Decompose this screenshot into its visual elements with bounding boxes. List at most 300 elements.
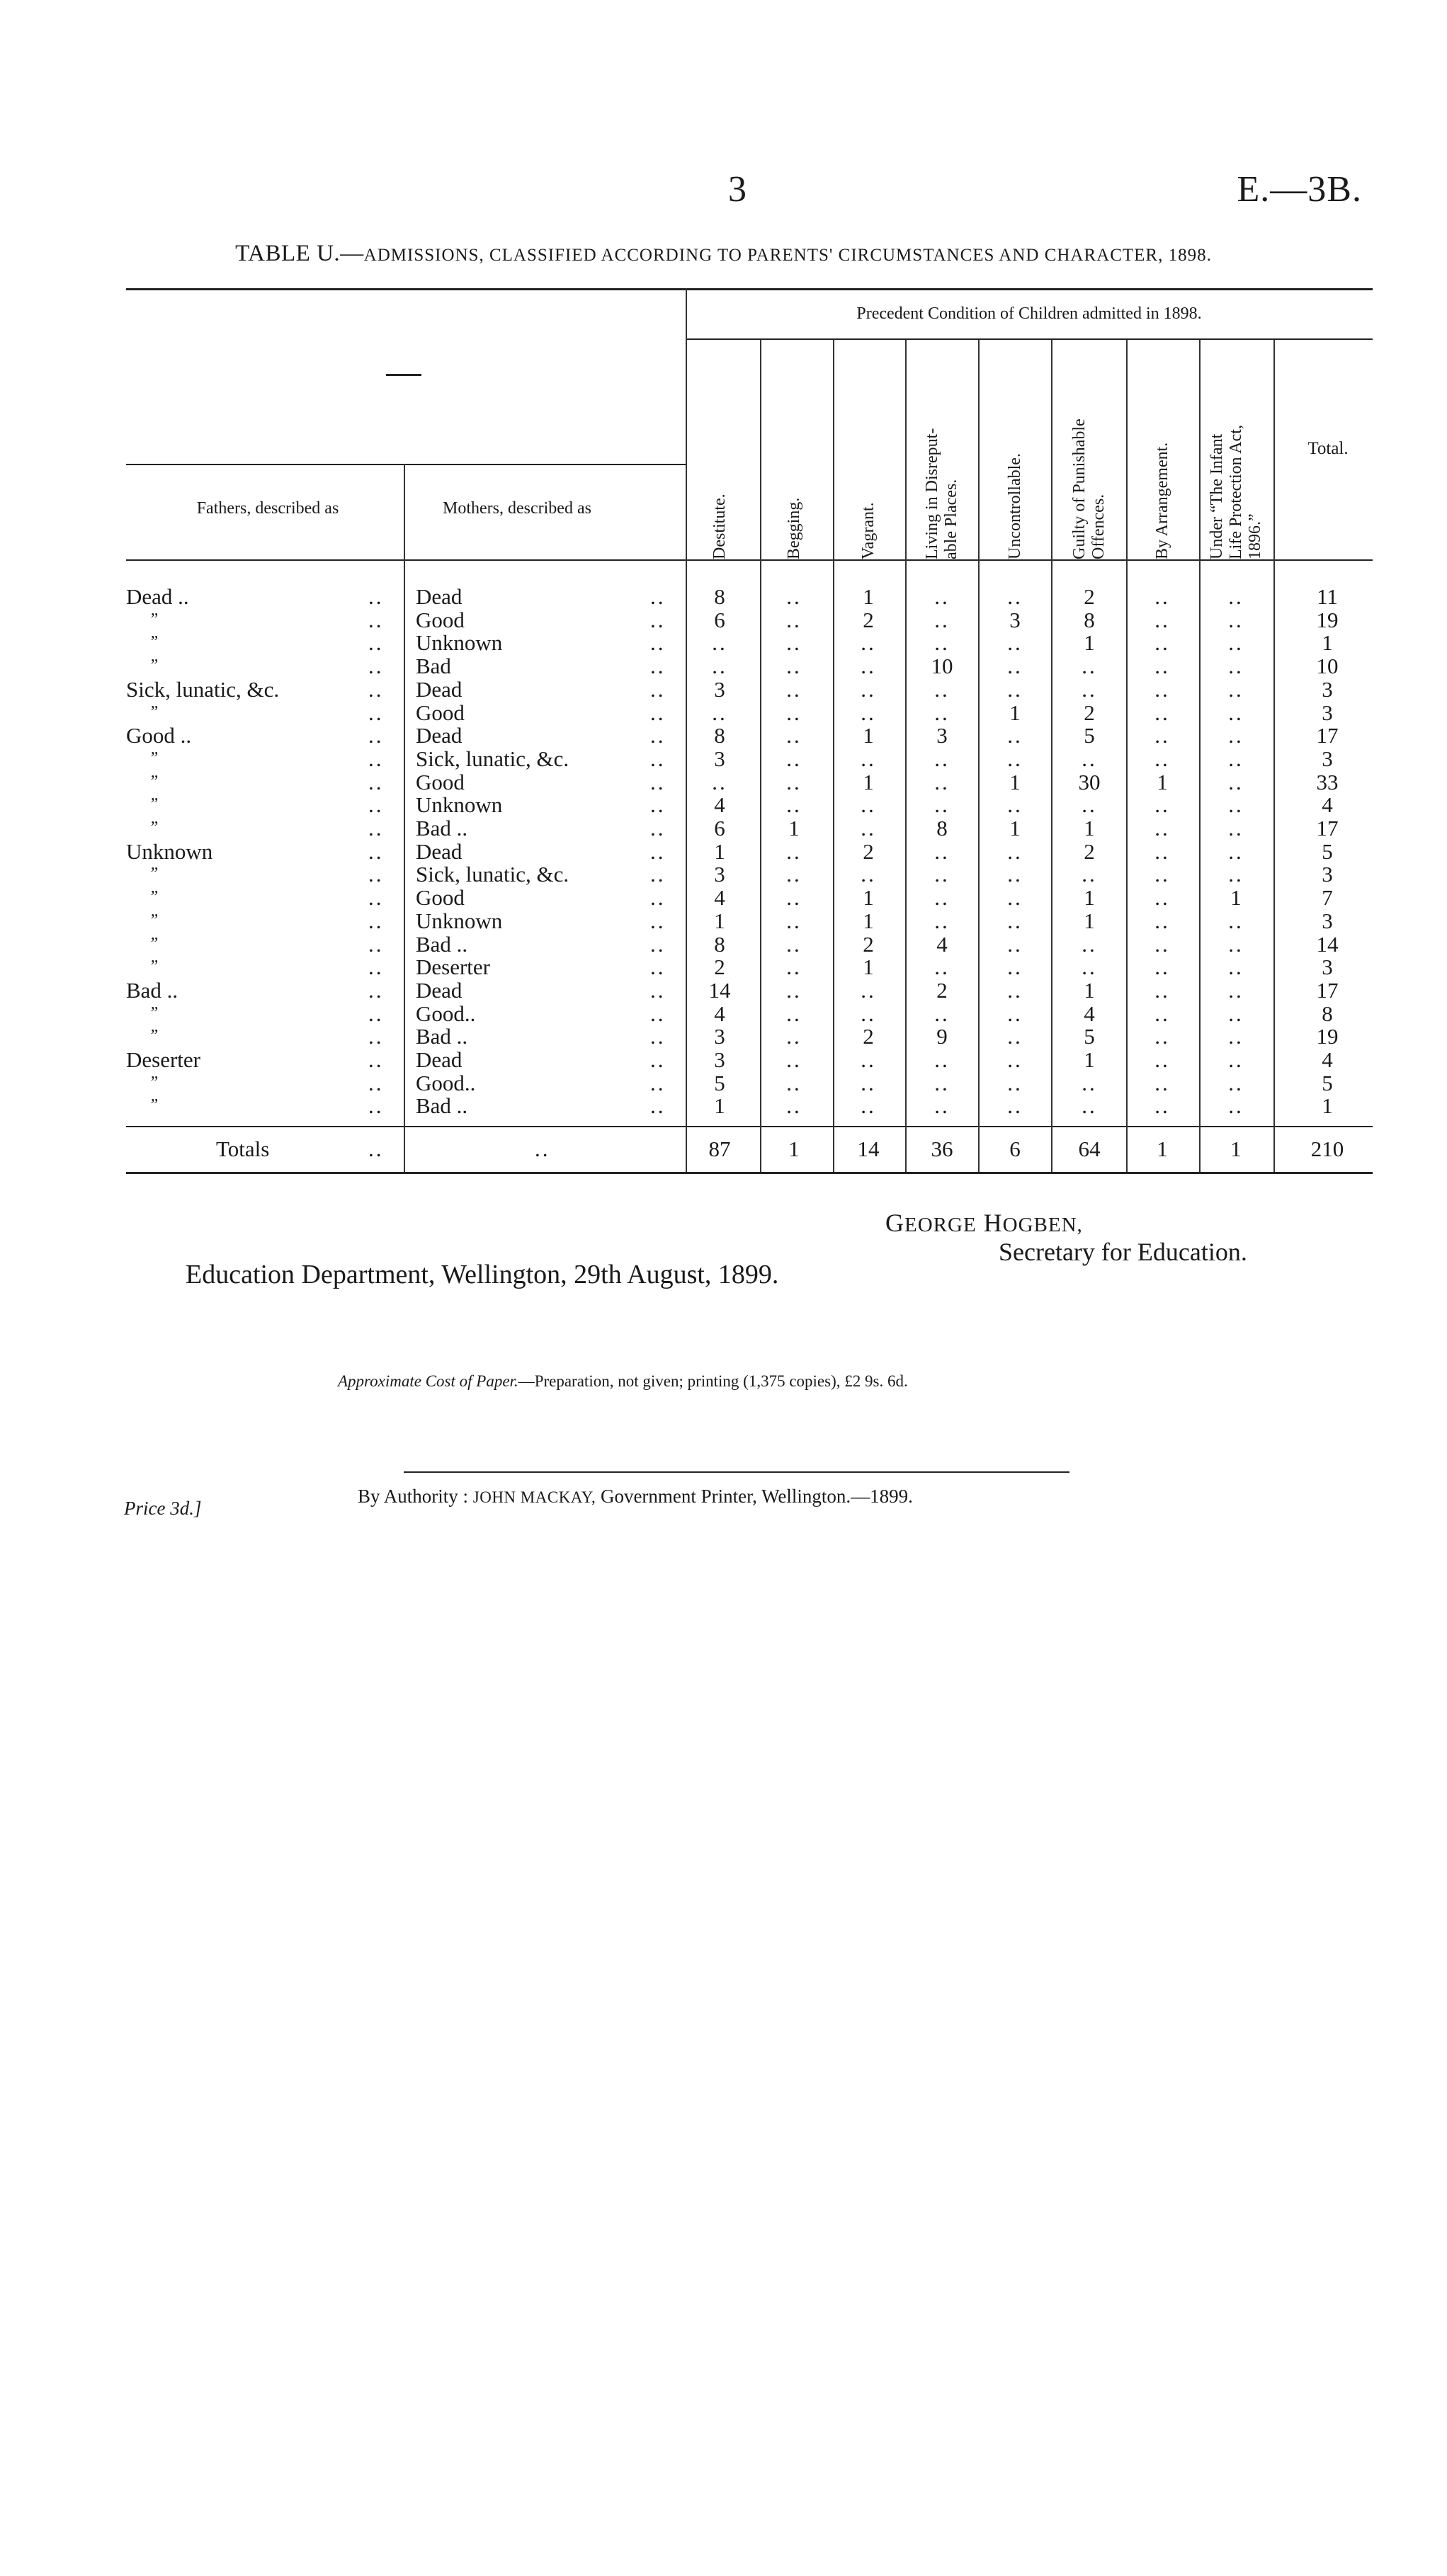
- data-cell: 1: [714, 1093, 725, 1119]
- data-cell: ..: [1154, 723, 1170, 748]
- table-row: [0, 1071, 1447, 1095]
- data-cell: ..: [934, 769, 950, 794]
- totals-row: [0, 1135, 1447, 1163]
- column-header-line: Offences.: [1089, 494, 1108, 559]
- data-cell: ..: [1082, 1093, 1097, 1119]
- data-cell: 1: [1084, 816, 1095, 840]
- data-cell: ..: [712, 700, 727, 725]
- mother-description: Bad ..: [416, 931, 468, 957]
- mother-leader-dots: ..: [650, 954, 666, 980]
- data-cell: ..: [786, 1001, 802, 1026]
- column-header: [1006, 354, 1025, 559]
- data-cell: 4: [936, 931, 948, 957]
- mother-description: Sick, lunatic, &c.: [416, 746, 569, 771]
- data-cell: 6: [714, 816, 725, 840]
- precedent-condition-header: Precedent Condition of Children admitted in 1898.: [856, 304, 1202, 323]
- row-total: 5: [1322, 838, 1333, 864]
- row-total: 1: [1322, 630, 1333, 656]
- data-cell: 3: [714, 862, 725, 887]
- data-cell: ..: [712, 769, 727, 794]
- data-cell: 1: [714, 838, 725, 864]
- data-cell: 1: [863, 908, 874, 933]
- mother-leader-dots: ..: [650, 607, 666, 632]
- table-row: [0, 1025, 1447, 1048]
- mothers-column-header: Mothers, described as: [443, 499, 591, 518]
- data-cell: ..: [1007, 838, 1023, 864]
- data-cell: ..: [786, 862, 802, 887]
- column-total: 1: [1230, 1136, 1242, 1161]
- data-cell: 30: [1078, 769, 1101, 794]
- data-cell: ..: [786, 654, 802, 679]
- table-row: [0, 678, 1447, 701]
- data-cell: 8: [936, 816, 948, 840]
- column-header-line: Under “The Infant: [1207, 433, 1226, 559]
- data-cell: ..: [1007, 931, 1023, 957]
- table-row: [0, 886, 1447, 909]
- data-cell: ..: [861, 792, 876, 818]
- data-cell: ..: [1082, 654, 1097, 679]
- mother-description: Good: [416, 607, 465, 632]
- column-header: [1208, 354, 1265, 559]
- row-total: 3: [1322, 954, 1333, 980]
- table-row: [0, 631, 1447, 654]
- father-description: ”: [149, 1096, 159, 1115]
- data-cell: 1: [1230, 885, 1242, 911]
- table-row: [0, 862, 1447, 886]
- mother-description: Sick, lunatic, &c.: [416, 862, 569, 887]
- mother-leader-dots: ..: [650, 584, 666, 609]
- data-cell: ..: [1082, 676, 1097, 702]
- column-header-line: Uncontrollable.: [1005, 453, 1024, 559]
- data-cell: 3: [714, 1047, 725, 1072]
- column-header: [1153, 354, 1172, 559]
- data-cell: 2: [863, 838, 874, 864]
- row-total: 4: [1322, 792, 1333, 818]
- data-cell: ..: [786, 723, 802, 748]
- data-cell: ..: [1007, 792, 1023, 818]
- data-cell: ..: [786, 700, 802, 725]
- price: Price 3d.]: [124, 1498, 202, 1519]
- data-cell: ..: [1154, 977, 1170, 1003]
- mother-leader-dots: ..: [650, 838, 666, 864]
- precedent-rule: [686, 338, 1373, 340]
- data-cell: 2: [863, 931, 874, 957]
- mother-description: Unknown: [416, 908, 503, 933]
- column-header: [859, 354, 878, 559]
- column-total: 36: [931, 1136, 953, 1161]
- totals-mother-dots: ..: [535, 1136, 550, 1161]
- data-cell: ..: [1007, 746, 1023, 771]
- data-cell: 5: [1084, 1024, 1095, 1049]
- data-cell: ..: [1007, 630, 1023, 656]
- data-cell: ..: [934, 746, 950, 771]
- data-cell: ..: [1154, 700, 1170, 725]
- data-cell: ..: [1007, 584, 1023, 609]
- mother-description: Dead: [416, 584, 463, 609]
- data-cell: 4: [714, 885, 725, 911]
- mother-description: Bad ..: [416, 1024, 468, 1049]
- data-cell: 10: [931, 654, 953, 679]
- mother-leader-dots: ..: [650, 1024, 666, 1049]
- data-cell: ..: [712, 630, 727, 656]
- mother-leader-dots: ..: [650, 1047, 666, 1072]
- document-reference: E.—3B.: [1237, 169, 1362, 210]
- data-cell: ..: [861, 746, 876, 771]
- data-cell: ..: [712, 654, 727, 679]
- data-cell: 1: [1009, 769, 1021, 794]
- mother-leader-dots: ..: [650, 816, 666, 840]
- mother-description: Unknown: [416, 792, 503, 818]
- parent-header-rule: [126, 464, 686, 465]
- father-leader-dots: ..: [368, 1024, 384, 1049]
- father-description: Dead ..: [126, 584, 189, 609]
- column-header-line: Destitute.: [710, 494, 729, 559]
- data-cell: ..: [1228, 954, 1244, 980]
- data-cell: ..: [1007, 908, 1023, 933]
- data-cell: ..: [861, 654, 876, 679]
- data-cell: ..: [934, 908, 950, 933]
- father-leader-dots: ..: [368, 954, 384, 980]
- father-leader-dots: ..: [368, 1047, 384, 1072]
- table-row: [0, 608, 1447, 632]
- row-total: 4: [1322, 1047, 1333, 1072]
- table-row: [0, 979, 1447, 1002]
- page-number: 3: [728, 169, 747, 210]
- row-total: 3: [1322, 700, 1333, 725]
- father-description: ”: [149, 610, 159, 629]
- column-header: [710, 354, 730, 559]
- father-description: ”: [149, 1073, 159, 1092]
- data-cell: ..: [1007, 1070, 1023, 1095]
- data-cell: ..: [1228, 1070, 1244, 1095]
- father-description: ”: [149, 1027, 159, 1046]
- data-cell: ..: [786, 885, 802, 911]
- data-cell: ..: [934, 630, 950, 656]
- data-cell: 1: [1084, 885, 1095, 911]
- father-leader-dots: ..: [368, 792, 384, 818]
- data-cell: ..: [1082, 862, 1097, 887]
- mother-leader-dots: ..: [650, 977, 666, 1003]
- mother-leader-dots: ..: [650, 792, 666, 818]
- data-cell: ..: [1082, 1070, 1097, 1095]
- authority-line: [358, 1486, 913, 1508]
- father-description: Sick, lunatic, &c.: [126, 676, 280, 702]
- data-cell: 3: [714, 676, 725, 702]
- data-cell: ..: [1082, 792, 1097, 818]
- table-row: [0, 770, 1447, 794]
- mother-description: Good..: [416, 1001, 476, 1026]
- table-row: [0, 955, 1447, 979]
- data-cell: ..: [786, 607, 802, 632]
- father-leader-dots: ..: [368, 769, 384, 794]
- father-leader-dots: ..: [368, 1001, 384, 1026]
- column-header: [1070, 354, 1108, 559]
- data-cell: ..: [786, 908, 802, 933]
- father-description: ”: [149, 795, 159, 814]
- data-cell: ..: [1154, 1093, 1170, 1119]
- column-total: 64: [1078, 1136, 1101, 1161]
- father-description: Deserter: [126, 1047, 200, 1072]
- mother-leader-dots: ..: [650, 862, 666, 887]
- data-cell: ..: [1228, 1024, 1244, 1049]
- data-cell: ..: [1228, 630, 1244, 656]
- column-header: [923, 354, 961, 559]
- data-cell: ..: [1154, 630, 1170, 656]
- column-header-line: Vagrant.: [858, 502, 878, 559]
- father-leader-dots: ..: [368, 885, 384, 911]
- data-cell: ..: [1154, 654, 1170, 679]
- data-cell: ..: [786, 931, 802, 957]
- mother-description: Dead: [416, 838, 463, 864]
- totals-dots: ..: [368, 1136, 384, 1161]
- data-cell: ..: [1154, 862, 1170, 887]
- table-title-prefix: TABLE U.—: [235, 241, 364, 266]
- mother-description: Dead: [416, 1047, 463, 1072]
- mother-leader-dots: ..: [650, 908, 666, 933]
- table-bottom-rule: [126, 1172, 1373, 1174]
- data-cell: 5: [714, 1070, 725, 1095]
- father-leader-dots: ..: [368, 746, 384, 771]
- mother-leader-dots: ..: [650, 769, 666, 794]
- row-total: 8: [1322, 1001, 1333, 1026]
- data-cell: 1: [1084, 1047, 1095, 1072]
- signatory-last-initial: H: [983, 1209, 1003, 1237]
- table-row: [0, 816, 1447, 840]
- data-cell: ..: [934, 676, 950, 702]
- table-row: [0, 840, 1447, 863]
- father-leader-dots: ..: [368, 654, 384, 679]
- mother-description: Good: [416, 700, 465, 725]
- data-cell: ..: [861, 977, 876, 1003]
- table-row: [0, 654, 1447, 678]
- data-cell: ..: [1228, 1001, 1244, 1026]
- column-header-line: Guilty of Punishable: [1070, 418, 1089, 559]
- father-leader-dots: ..: [368, 816, 384, 840]
- data-cell: ..: [934, 885, 950, 911]
- data-cell: ..: [934, 862, 950, 887]
- data-cell: ..: [1154, 792, 1170, 818]
- column-total: 6: [1009, 1136, 1021, 1161]
- father-description: ”: [149, 656, 159, 676]
- data-cell: ..: [1228, 792, 1244, 818]
- row-total: 19: [1316, 607, 1339, 632]
- data-cell: ..: [1154, 676, 1170, 702]
- column-header-line: By Arrangement.: [1152, 442, 1171, 559]
- data-cell: 3: [714, 746, 725, 771]
- signatory-title: Secretary for Education.: [999, 1238, 1247, 1266]
- data-cell: 2: [1084, 584, 1095, 609]
- data-cell: ..: [861, 700, 876, 725]
- mother-leader-dots: ..: [650, 676, 666, 702]
- data-cell: ..: [786, 838, 802, 864]
- data-cell: 9: [936, 1024, 948, 1049]
- header-bottom-rule: [126, 559, 1373, 561]
- data-cell: ..: [1007, 862, 1023, 887]
- data-cell: ..: [1007, 1093, 1023, 1119]
- column-total: 1: [788, 1136, 800, 1161]
- data-cell: ..: [1154, 1070, 1170, 1095]
- data-cell: ..: [1007, 885, 1023, 911]
- row-total: 10: [1316, 654, 1339, 679]
- father-description: ”: [149, 888, 159, 907]
- data-cell: 2: [863, 607, 874, 632]
- grand-total: 210: [1310, 1136, 1344, 1161]
- data-cell: 3: [714, 1024, 725, 1049]
- data-cell: 6: [714, 607, 725, 632]
- column-total: 1: [1157, 1136, 1168, 1161]
- totals-label: Totals: [216, 1136, 270, 1161]
- data-cell: 3: [1009, 607, 1021, 632]
- mother-leader-dots: ..: [650, 1070, 666, 1095]
- data-cell: ..: [1228, 1047, 1244, 1072]
- data-cell: ..: [1228, 584, 1244, 609]
- data-cell: 2: [1084, 700, 1095, 725]
- signatory-first-rest: EORGE: [904, 1214, 977, 1236]
- data-cell: ..: [934, 792, 950, 818]
- mother-description: Bad: [416, 654, 451, 679]
- cost-text: —Preparation, not given; printing (1,375 copies), £2 9s. 6d.: [518, 1372, 908, 1390]
- father-description: ”: [149, 934, 159, 953]
- row-total: 17: [1316, 816, 1339, 840]
- mother-description: Deserter: [416, 954, 490, 980]
- row-total: 7: [1322, 885, 1333, 911]
- cost-of-paper: [338, 1372, 908, 1391]
- data-cell: ..: [861, 676, 876, 702]
- father-description: Good ..: [126, 723, 192, 748]
- father-leader-dots: ..: [368, 607, 384, 632]
- data-cell: 4: [714, 792, 725, 818]
- data-cell: ..: [861, 1093, 876, 1119]
- data-cell: ..: [1228, 676, 1244, 702]
- data-cell: ..: [861, 630, 876, 656]
- data-cell: ..: [1228, 723, 1244, 748]
- data-cell: ..: [1154, 1047, 1170, 1072]
- data-cell: ..: [1228, 654, 1244, 679]
- father-leader-dots: ..: [368, 908, 384, 933]
- data-cell: ..: [1228, 1093, 1244, 1119]
- data-cell: ..: [1007, 1024, 1023, 1049]
- column-header-line: able Places.: [942, 479, 960, 559]
- data-cell: ..: [786, 746, 802, 771]
- data-cell: ..: [1154, 1001, 1170, 1026]
- mother-leader-dots: ..: [650, 700, 666, 725]
- table-title-text: ADMISSIONS, CLASSIFIED ACCORDING TO PARENTS' CIRCUMSTANCES AND CHARACTER, 1898.: [363, 246, 1212, 265]
- data-cell: ..: [1082, 954, 1097, 980]
- mother-leader-dots: ..: [650, 654, 666, 679]
- data-cell: 2: [936, 977, 948, 1003]
- printer-name: JOHN MACKAY,: [472, 1488, 596, 1506]
- data-cell: ..: [861, 1047, 876, 1072]
- data-cell: 1: [1084, 977, 1095, 1003]
- data-cell: ..: [1007, 654, 1023, 679]
- table-title: [0, 241, 1447, 267]
- row-total: 33: [1316, 769, 1339, 794]
- father-leader-dots: ..: [368, 931, 384, 957]
- data-cell: ..: [1154, 954, 1170, 980]
- data-cell: ..: [934, 1070, 950, 1095]
- data-cell: 1: [863, 769, 874, 794]
- father-leader-dots: ..: [368, 700, 384, 725]
- row-total: 3: [1322, 746, 1333, 771]
- row-total: 19: [1316, 1024, 1339, 1049]
- data-cell: 4: [714, 1001, 725, 1026]
- signatory-name: [885, 1208, 1083, 1238]
- data-cell: ..: [786, 769, 802, 794]
- cost-label: Approximate Cost of Paper.: [338, 1372, 518, 1390]
- data-cell: ..: [934, 838, 950, 864]
- authority-prefix: By Authority :: [358, 1486, 469, 1507]
- data-cell: ..: [1154, 931, 1170, 957]
- data-cell: 1: [1084, 630, 1095, 656]
- father-leader-dots: ..: [368, 630, 384, 656]
- data-cell: ..: [934, 954, 950, 980]
- data-cell: 1: [1157, 769, 1168, 794]
- data-cell: 1: [1084, 908, 1095, 933]
- mother-description: Bad ..: [416, 816, 468, 840]
- column-header-line: 1896.”: [1245, 513, 1264, 559]
- data-cell: ..: [1228, 862, 1244, 887]
- table-row: [0, 747, 1447, 770]
- data-cell: ..: [1228, 607, 1244, 632]
- data-cell: ..: [1154, 607, 1170, 632]
- data-cell: ..: [1082, 746, 1097, 771]
- row-total: 14: [1316, 931, 1339, 957]
- mother-description: Dead: [416, 723, 463, 748]
- dateline: Education Department, Wellington, 29th August, 1899.: [186, 1260, 779, 1289]
- data-cell: 2: [863, 1024, 874, 1049]
- data-cell: ..: [786, 1047, 802, 1072]
- corner-dash: [386, 374, 421, 376]
- table-row: [0, 1048, 1447, 1071]
- data-cell: ..: [1154, 1024, 1170, 1049]
- father-description: ”: [149, 702, 159, 722]
- data-cell: ..: [1007, 676, 1023, 702]
- data-cell: ..: [1007, 723, 1023, 748]
- table-row: [0, 1094, 1447, 1117]
- signatory-first-initial: G: [885, 1209, 904, 1237]
- data-cell: ..: [1228, 838, 1244, 864]
- signatory-last-rest: OGBEN,: [1002, 1214, 1083, 1236]
- father-leader-dots: ..: [368, 723, 384, 748]
- father-description: Bad ..: [126, 977, 178, 1003]
- data-cell: ..: [786, 1070, 802, 1095]
- data-cell: 2: [1084, 838, 1095, 864]
- data-cell: ..: [1154, 908, 1170, 933]
- fathers-column-header: Fathers, described as: [196, 499, 339, 518]
- table-row: [0, 1002, 1447, 1025]
- data-cell: 8: [714, 584, 725, 609]
- column-header-line: Begging.: [784, 497, 803, 559]
- data-cell: 1: [863, 885, 874, 911]
- father-description: ”: [149, 633, 159, 652]
- father-leader-dots: ..: [368, 584, 384, 609]
- data-cell: ..: [786, 954, 802, 980]
- row-total: 3: [1322, 676, 1333, 702]
- father-leader-dots: ..: [368, 676, 384, 702]
- table-top-rule: [126, 288, 1373, 290]
- column-total: 87: [708, 1136, 731, 1161]
- data-cell: 1: [1009, 816, 1021, 840]
- mother-description: Good: [416, 769, 465, 794]
- data-cell: ..: [861, 1001, 876, 1026]
- mother-leader-dots: ..: [650, 885, 666, 911]
- father-description: ”: [149, 748, 159, 768]
- data-cell: 1: [863, 723, 874, 748]
- mother-leader-dots: ..: [650, 723, 666, 748]
- data-cell: 4: [1084, 1001, 1095, 1026]
- data-cell: ..: [934, 584, 950, 609]
- data-cell: 1: [1009, 700, 1021, 725]
